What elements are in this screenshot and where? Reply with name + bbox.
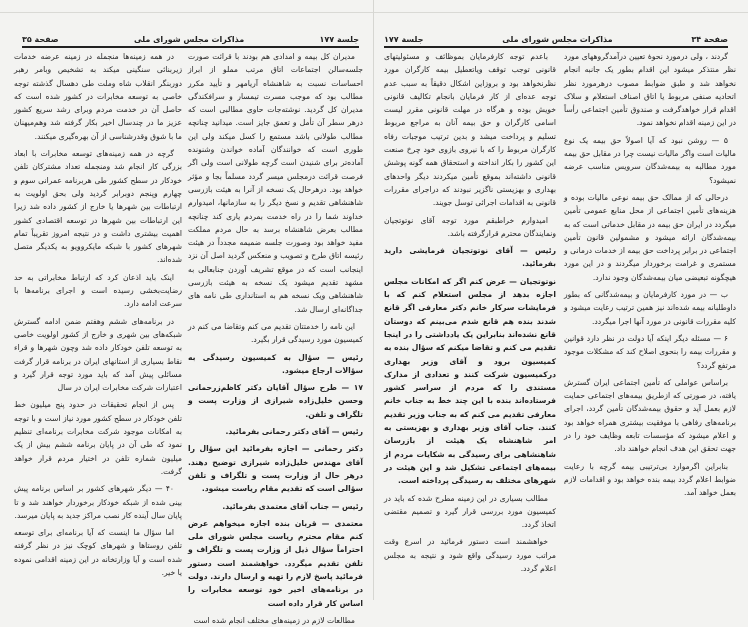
paragraph: این نامه را خدمتتان تقدیم می کنم وتقاضا می کنم در کمیسیون مورد رسیدگی قرار بگیرد. (188, 321, 363, 345)
paragraph: معتمدی — قربان بنده اجازه میخواهم عرض کنم مقام محترم ریاست مجلس شورای ملی احتراماً سؤال ذیل از وزارت پست و تلگراف و تلفن تقدیم میگردد. خواهشمند است دستور فرمائید پاسخ لازم را تهیه و ارسال دارند. دولت در برنامه‌های اخیر خود توسعه مخابرات را اساس کار قرار داده است (188, 518, 363, 608)
session-number: جلسة ۱۷۷ (319, 35, 359, 44)
paragraph: در همه زمینه‌ها منجمله در زمینه عرضه خدمات زیربنائی سنگینی میکند به تشخیص وبامر رهبر دوربنگر انقلاب شاه وملت طی دهسال گذشته توجه خاصی به توسعه مخابرات در کشور شده است که حاصل آن در خدمت مردم وبرای رشد سریع کشور عزیز ما در چندسال اخیر بکار گرفته شد وهم‌میهنان ما با شوق وقدرشناسی از آن بهره‌گیری میکنند. (14, 52, 182, 141)
paragraph: ۵ — روشن نبود که آیا اصولاً حق بیمه یک نوع مالیات است واگر مالیات نیست چرا در مقابل حق بیمه مورد مطالبه به بیمه‌شدگان سرویس مناسب عرضه نمیشود؟ (564, 135, 736, 185)
paragraph: در برنامه‌های ششم وهفتم ضمن ادامه گسترش شبکه‌های بین شهری و خارج از کشور اولویت خاصی به توسعه تلفن خودکار داده شد وچون شهرها و قراء نقاط بسیاری از استانهای ایران در برنامه قرار گرفت مسائلی پیش آمد که باید مورد توجه قرار گیرد و اعتبارات شرکت مخابرات ایران در سال (14, 316, 182, 393)
right-page (373, 0, 748, 600)
paragraph: دکتر رحمانی — اجازه بفرمائید این سؤال را آقای مهندس خلیل‌زاده شیرازی توضیح دهند. درهر حال از وزارت پست و تلگراف و تلفن سؤالی است که تقدیم مقام ریاست میشود. (188, 444, 363, 494)
paragraph: رئیس — جناب آقای معتمدی بفرمائید. (222, 501, 363, 511)
left-page (0, 0, 373, 625)
paragraph: خواهشمند است دستور فرمائید در اسرع وقت مراتب مورد رسیدگی واقع شود و نتیجه به مجلس اعلام گردد. (384, 537, 556, 573)
paragraph: ۱۷ — طرح سؤال آقایان دکتر کاظم‌زرحمانی وحسن خلیل‌زاده شیرازی از وزارت پست و تلگراف و تلفن. (188, 383, 363, 419)
scan-edge-line (0, 12, 373, 13)
paragraph: رئیس — آقای دکتر رحمانی بفرمائید. (225, 427, 363, 437)
paragraph: امیدوارم خراطبقم مورد توجه آقای نوتوتجیان ونمایندگان محترم قرارگرفته باشد. (384, 215, 556, 238)
paragraph: ۴۰ — دیگر شهرهای کشور بر اساس برنامه پیش بینی شده از شبکه خودکار برخوردار خواهند شد و تا پایان سال آینده کار نصب مراکز جدید به پایان میرسد. (14, 484, 182, 520)
paragraph: رئیس — سؤال به کمیسیون رسیدگی به سؤالات ارجاع میشود. (188, 352, 363, 375)
scan-edge-line (374, 12, 748, 13)
text-column (564, 50, 736, 595)
paragraph: پس از انجام تحقیقات در حدود پنج میلیون خط تلفن خودکار در سطح کشور مورد نیاز است و با توجه به امکانات موجود شرکت مخابرات برنامه‌ای تنظیم نمود که طی آن در پایان برنامه ششم بیش از یک میلیون شماره تلفن در اختیار مردم قرار خواهد گرفت. (14, 400, 182, 476)
text-column (384, 50, 556, 595)
paragraph: ۶ — مسئله دیگر اینکه آیا دولت در نظر دارد قوانین و مقررات بیمه را بنحوی اصلاح کند که مشکلات موجود مرتفع گردد؟ (564, 333, 736, 370)
text-column (188, 50, 363, 625)
paragraph: مطالعات لازم در زمینه‌های مختلف انجام شده است (193, 615, 355, 625)
journal-title: مذاکرات مجلس شورای ملی (502, 35, 613, 44)
paragraph: ب — در مورد کارفرمایان و بیمه‌شدگانی که بطور داوطلبانه بیمه شده‌اند نیز همین ترتیب رعایت میشود و کلیه مقررات قانونی در مورد آنها اجرا میگردد. (564, 290, 736, 326)
paragraph: باعدم توجه کارفرمایان بموظائف و مسئولیتهای قانونی توجب توقف ویاتعطیل بیمه کارگران مورد نظرنخواهد بود و بروزاین اشکال دقیقاً به سبب عدم توجه عده‌ای از کار فرمایان بانجام تکالیف قانونی خویش بوده و هرگاه در مهلت قانونی مقرر لیست اسامی کارگران و حق بیمه آنان به مراجع مربوط تسلیم و پرداخت میشد و بدین ترتیب موجبات رفاه کارگران مربوط را که با نیروی بازوی خود چرخ صنعت این کشور را بکار انداخته و استحقاق همه گونه پوشش قانونی داشته‌اند بموقع تأمین میکردند دیگر واحدهای بهداری و بهزیستی ناگزیر نبودند که دراجرای مقررات قانونی به اقدامات اجرائی توسل جویند. (384, 52, 556, 208)
paragraph: رئیس — آقای نوتوتجیان فرمایشی دارید بفرمائید. (384, 246, 556, 269)
paragraph: نوتوتجیان — عرض کنم اگر که امکانات مجلس اجازه بدهد از مجلس استعلام کنم که با فرمایشات سرکار خانم دکتر معارفی اگر قانع شدند بنده هم قانع شدم می‌بینم که دوستان قانع نشده‌اند بنابراین یک یادداشتی را در اینجا تقدیم می کنم و تقاضا میکنم که سؤال بنده به کمیسیون برود و آقای وزیر بهداری درکمیسیون شرکت کنند و تعدادی از مدارک مستندی را که مردم از سراسر کشور فرستاده‌اند بنده با این چند خط به جناب خانم معارفی تقدیم می کنم که به جناب وزیر تقدیم کنند. جناب آقای وزیر بهداری و بهزیستی به امر شاهنشاه یک هیئت از بازرسان شاهنشاهی برای رسیدگی به شکایات مردم از بیمه‌های اجتماعی تشکیل شد و این هیئت در شهرهای مختلف به رسیدگی پرداخته است. (384, 276, 556, 486)
page-header (22, 30, 359, 48)
paragraph: بنابراین اگرموارد بی‌ترتیبی بیمه گرچه با رعایت ضوابط اعلام گردد بیمه بنده خواهد بود و اقدامات لازم بعمل خواهد آمد. (564, 461, 736, 498)
page-number: صفحة ۳۵ (22, 35, 59, 44)
page-number: صفحة ۳۴ (691, 35, 728, 44)
session-number: جلسة ۱۷۷ (384, 35, 424, 44)
page-header (384, 30, 728, 48)
text-column (14, 50, 182, 595)
paragraph: مدیران کل بیمه و امدادی هم بودند با قرائت صورت جلسه‌سالن اجتماعات اتاق مرتب مملو از ابراز احساسات نسبت به شاهنشاه آریامهر و تأیید مکرر مطالب بود که موجب مسرت تیمسار و سرافکندگی مدیران کل گردید. نوشته‌جات حاوی مطالبی است که درهر سطر آن تأمل و تعمق جایز است. میدانید چنانچه مطالب طولانی باشد مستمع را کسل میکند ولی این طوری است که خوانندگان آماده خواندن وشنونده آماده‌تر برای شنیدن است گرچه طولانی است ولی اگر فرصت قرائت درمجلس میسر گردد مسلماً بجا و مؤثر خواهد بود. درهرحال یک نسخه از آنرا به هیئت بازرسی شاهنشاهی تقدیم و نسخ دیگر را به سازمانها، امیدوارم خداوند شما را در راه خدمت بمردم یاری کند چنانچه مطالب بعرض شاهنشاه برسد به حال مردم مملکت مفید خواهد بود وصورت جلسه ضمیمه مجدداً در هیئت رئیسه اتاق طرح و تصویب و منعکس گردید اصل آن نزد اینجانب است که در موقع تشریف آوردن جنابعالی به مشهد تقدیم میشود یک نسخه به هیئت بازرسی شاهنشاهی ویک نسخه هم به استانداری طی نامه های جداگانه‌ای ارسال شد. (188, 52, 363, 314)
paragraph: براساس عواملی که تأمین اجتماعی ایران گسترش یافته، در صورتی که ازطریق بیمه‌های اجتماعی حمایت لازم بعمل آید و حقوق بیمه‌شدگان تأمین گردد، اجرای برنامه‌های رفاهی با موفقیت بیشتری همراه خواهد بود و اعلام میشود که مؤسسات تابعه وظایف خود را در جهت تحقق این هدف انجام خواهند داد. (564, 377, 736, 454)
paragraph: مطالب بسیاری در این زمینه مطرح شده که باید در کمیسیون مورد بررسی قرار گیرد و تصمیم مقتضی اتخاذ گردد. (384, 493, 556, 530)
paragraph: گردند ، ولی درمورد نحوهٔ تعیین درآمدگروههای مورد نظر منتذکر میشود این اقدام بطور یک جانبه انجام نخواهد شد و طبق ضوابط مصوب درهرمورد نظر اتحادیه صنفی مربوط یا اتاق اصناف استعلام و سلاک اقدام قرار خواهدگرفت و صندوق تأمین اجتماعی رأساً در این زمینه اقدام نخواهد نمود. (564, 52, 736, 128)
journal-title: مذاکرات مجلس شورای ملی (133, 35, 245, 44)
paragraph: درحالی که از ممالک حق بیمه نوعی مالیات بوده و هزینه‌های تأمین اجتماعی از محل منابع عمومی تأمین میگردد در ایران حق بیمه در مقابل خدماتی است که به بیمه‌شدگان ارائه میشود و مشمولین قانون تأمین اجتماعی در برابر پرداخت حق بیمه از خدمات درمانی و مستمری و غرامت برخوردار میگردند و در این مورد هیچگونه تبعیضی میان بیمه‌شدگان وجود ندارد. (564, 192, 736, 282)
paragraph: گرچه در همه زمینه‌های توسعه مخابرات با ابعاد بزرگی کار انجام شد ومنجمله تعداد مشترکان تلفن خودکار در سطح کشور طی هربرنامه عمرانی سوم و چهارم وپنجم دوبرابر گردید ولی بحق اولویت به ارتباطات بین شهرها یا خارج از کشور داده شد زیرا این ارتباطات بین شهرها در توسعه اقتصادی کشور اهمیت بیشتری داشت و در نتیجه امروز تقریباً تمام شهرهای کشور با شبکه مایکروویو به یکدیگر متصل شده‌اند. (14, 149, 182, 265)
paragraph: اما سؤال ما اینست که آیا برنامه‌ای برای توسعه تلفن روستاها و شهرهای کوچک نیز در نظر گرفته شده است و آیا وزارتخانه در این زمینه اقدامی نموده یا خیر. (14, 528, 182, 577)
paragraph: اینک باید اذعان کرد که ارتباط مخابراتی به حد رضایت‌بخشی رسیده است و اجرای برنامه‌ها با سرعت ادامه دارد. (14, 272, 182, 309)
